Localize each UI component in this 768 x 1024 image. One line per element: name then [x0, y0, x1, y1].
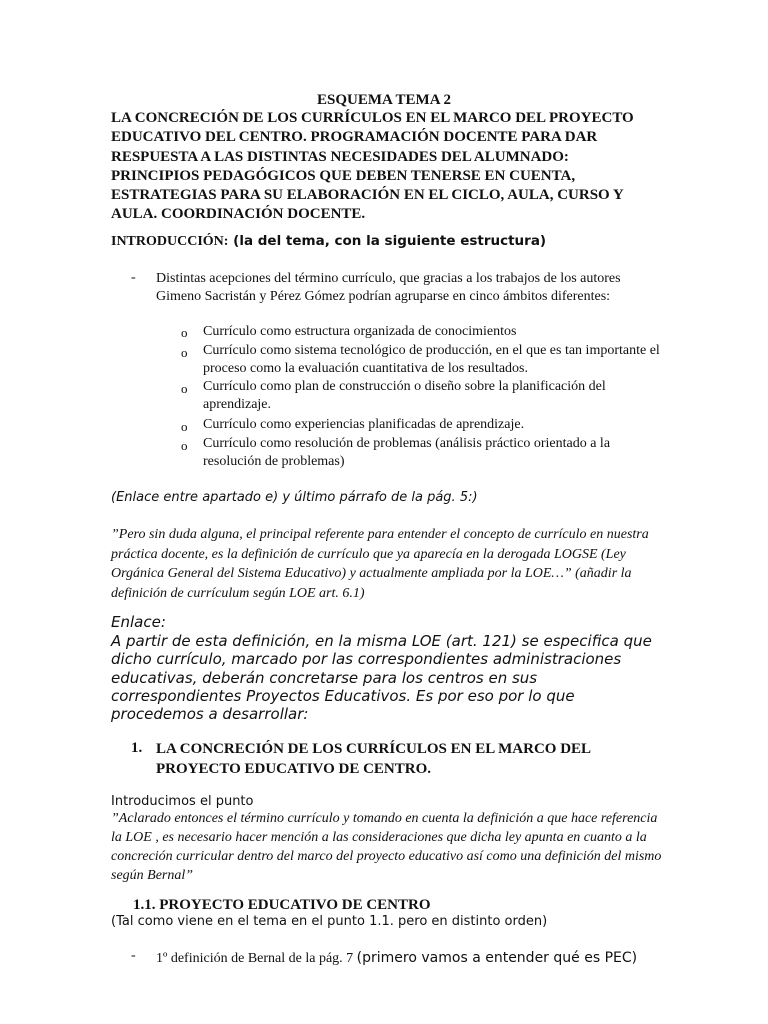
dash-bullet: - [131, 270, 136, 285]
heading-line: RESPUESTA A LAS DISTINTAS NECESIDADES DEL ALUMNADO: [111, 148, 569, 165]
heading-line: ESTRATEGIAS PARA SU ELABORACIÓN EN EL CICLO, AULA, CURSO Y [111, 187, 624, 204]
circle-bullet: o [181, 381, 188, 396]
circle-bullet: o [181, 419, 188, 434]
circle-bullet: o [181, 438, 188, 453]
topic-heading [111, 109, 671, 225]
subsection-note: (Tal como viene en el tema en el punto 1.1. pero en distinto orden) [111, 914, 548, 929]
enlace-paragraph: A partir de esta definición, en la misma LOE (art. 121) se especifica que dicho currículo, marcado por las correspondientes administraciones educativas, deberán concretarse para los centros en sus correspondientes Proyectos Educativos. Es por eso por lo que procedemos a desarrollar: [111, 632, 652, 724]
bernal-point [156, 948, 656, 968]
heading-line: PRINCIPIOS PEDAGÓGICOS QUE DEBEN TENERSE EN CUENTA, [111, 167, 576, 184]
introducimos-label: Introducimos el punto [111, 794, 254, 809]
sub-point: Currículo como sistema tecnológico de producción, en el que es tan importante el proceso como la evaluación cuantitativa de los resultados. [203, 343, 660, 376]
sub-point: Currículo como experiencias planificadas de aprendizaje. [203, 417, 525, 432]
heading-line: LA CONCRECIÓN DE LOS CURRÍCULOS EN EL MARCO DEL PROYECTO [111, 110, 634, 126]
section-number: 1. [131, 740, 143, 756]
dash-bullet: - [131, 948, 136, 963]
circle-bullet: o [181, 325, 188, 340]
bernal-point-note: (primero vamos a entender qué es PEC) [356, 950, 638, 966]
bernal-point-text: 1º definición de Bernal de la pág. 7 [156, 951, 357, 966]
circle-bullet: o [181, 345, 188, 360]
sub-point: Currículo como plan de construcción o diseño sobre la planificación del aprendizaje. [203, 379, 606, 412]
intro-point: Distintas acepciones del término currículo, que gracias a los trabajos de los autores Gimeno Sacristán y Pérez Gómez podrían agruparse en cinco ámbitos diferentes: [156, 271, 621, 304]
document-title: ESQUEMA TEMA 2 [317, 92, 451, 108]
heading-line: AULA. COORDINACIÓN DOCENTE. [111, 206, 366, 223]
enlace-label: Enlace: [111, 613, 166, 631]
quote-paragraph: ”Pero sin duda alguna, el principal referente para entender el concepto de currículo en nuestra práctica docente, es la definición de currículo que ya aparecía en la derogada LOGSE (Ley Orgánica General del Sistema Educativo) y actualmente ampliada por la LOE…” (añadir la definición de currículum según LOE art. 6.1) [111, 527, 649, 601]
section-title: LA CONCRECIÓN DE LOS CURRÍCULOS EN EL MARCO DEL PROYECTO EDUCATIVO DE CENTRO. [156, 741, 591, 777]
intro-heading [111, 233, 546, 250]
heading-line: EDUCATIVO DEL CENTRO. PROGRAMACIÓN DOCENTE PARA DAR [111, 129, 598, 146]
intro-note: (la del tema, con la siguiente estructura) [228, 233, 547, 249]
sub-point: Currículo como estructura organizada de conocimientos [203, 324, 517, 339]
intro-label: INTRODUCCIÓN: [111, 234, 229, 249]
intro-quote: ”Aclarado entonces el término currículo y tomando en cuenta la definición a que hace referencia la LOE , es necesario hacer mención a las consideraciones que dicha ley apunta en cuanto a la concreción curricular dentro del marco del proyecto educativo así como una definición del mismo según Bernal” [111, 811, 662, 883]
subsection-title: 1.1. PROYECTO EDUCATIVO DE CENTRO [133, 897, 431, 913]
sub-point: Currículo como resolución de problemas (análisis práctico orientado a la resolución de problemas) [203, 436, 611, 469]
link-note: (Enlace entre apartado e) y último párrafo de la pág. 5:) [111, 490, 478, 505]
